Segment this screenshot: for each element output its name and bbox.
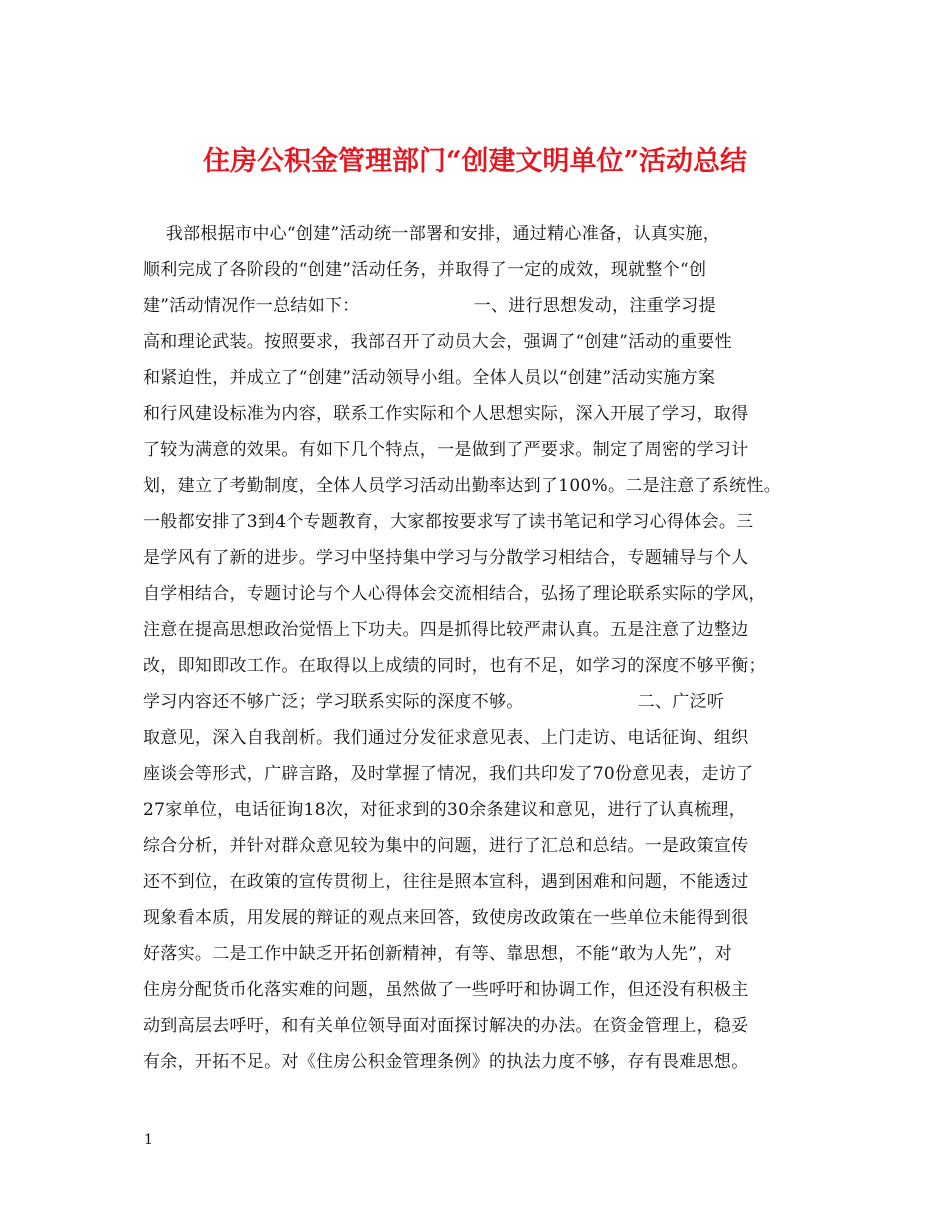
body-line: 动到高层去呼吁，和有关单位领导面对面探讨解决的办法。在资金管理上，稳妥 bbox=[143, 1016, 749, 1036]
body-line: 取意见，深入自我剖析。我们通过分发征求意见表、上门走访、电话征询、组织 bbox=[143, 728, 749, 748]
body-line: 和行风建设标准为内容，联系工作实际和个人思想实际，深入开展了学习，取得 bbox=[143, 404, 749, 424]
body-text bbox=[143, 216, 815, 1080]
body-line: 了较为满意的效果。有如下几个特点，一是做到了严要求。制定了周密的学习计 bbox=[143, 440, 749, 460]
body-line: 一般都安排了3到4个专题教育，大家都按要求写了读书笔记和学习心得体会。三 bbox=[143, 512, 754, 532]
body-line: 改，即知即改工作。在取得以上成绩的同时，也有不足，如学习的深度不够平衡； bbox=[143, 656, 766, 676]
body-line: 和紧迫性，并成立了“创建”活动领导小组。全体人员以“创建”活动实施方案 bbox=[143, 368, 716, 388]
body-line: 学习内容还不够广泛；学习联系实际的深度不够。 二、广泛听 bbox=[143, 692, 725, 712]
body-line: 顺利完成了各阶段的“创建”活动任务，并取得了一定的成效，现就整个“创 bbox=[143, 260, 707, 280]
body-line: 建”活动情况作一总结如下： 一、进行思想发动，注重学习提 bbox=[143, 296, 716, 316]
body-line: 我部根据市中心“创建”活动统一部署和安排，通过精心准备，认真实施， bbox=[143, 224, 721, 244]
body-line: 自学相结合，专题讨论与个人心得体会交流相结合，弘扬了理论联系实际的学风， bbox=[143, 584, 766, 604]
body-line: 27家单位，电话征询18次，对征求到的30余条建议和意见，进行了认真梳理， bbox=[143, 800, 746, 820]
page-number: 1 bbox=[144, 1132, 153, 1148]
body-line: 是学风有了新的进步。学习中坚持集中学习与分散学习相结合，专题辅导与个人 bbox=[143, 548, 749, 568]
body-line: 有余，开拓不足。对《住房公积金管理条例》的执法力度不够，存有畏难思想。 bbox=[143, 1052, 749, 1072]
body-line: 座谈会等形式，广辟言路，及时掌握了情况，我们共印发了70份意见表，走访了 bbox=[143, 764, 754, 784]
body-line: 好落实。二是工作中缺乏开拓创新精神，有等、靠思想，不能“敢为人先”，对 bbox=[143, 944, 732, 964]
body-line: 划，建立了考勤制度，全体人员学习活动出勤率达到了100%。二是注意了系统性。 bbox=[143, 476, 781, 496]
body-line: 注意在提高思想政治觉悟上下功夫。四是抓得比较严肃认真。五是注意了边整边 bbox=[143, 620, 749, 640]
body-line: 还不到位，在政策的宣传贯彻上，往往是照本宣科，遇到困难和问题，不能透过 bbox=[143, 872, 749, 892]
body-line: 现象看本质，用发展的辩证的观点来回答，致使房改政策在一些单位未能得到很 bbox=[143, 908, 749, 928]
body-line: 高和理论武装。按照要求，我部召开了动员大会，强调了“创建”活动的重要性 bbox=[143, 332, 732, 352]
body-line: 住房分配货币化落实难的问题，虽然做了一些呼吁和协调工作，但还没有积极主 bbox=[143, 980, 749, 1000]
body-line: 综合分析，并针对群众意见较为集中的问题，进行了汇总和总结。一是政策宣传 bbox=[143, 836, 749, 856]
document-title: 住房公积金管理部门“创建文明单位”活动总结 bbox=[202, 146, 748, 177]
